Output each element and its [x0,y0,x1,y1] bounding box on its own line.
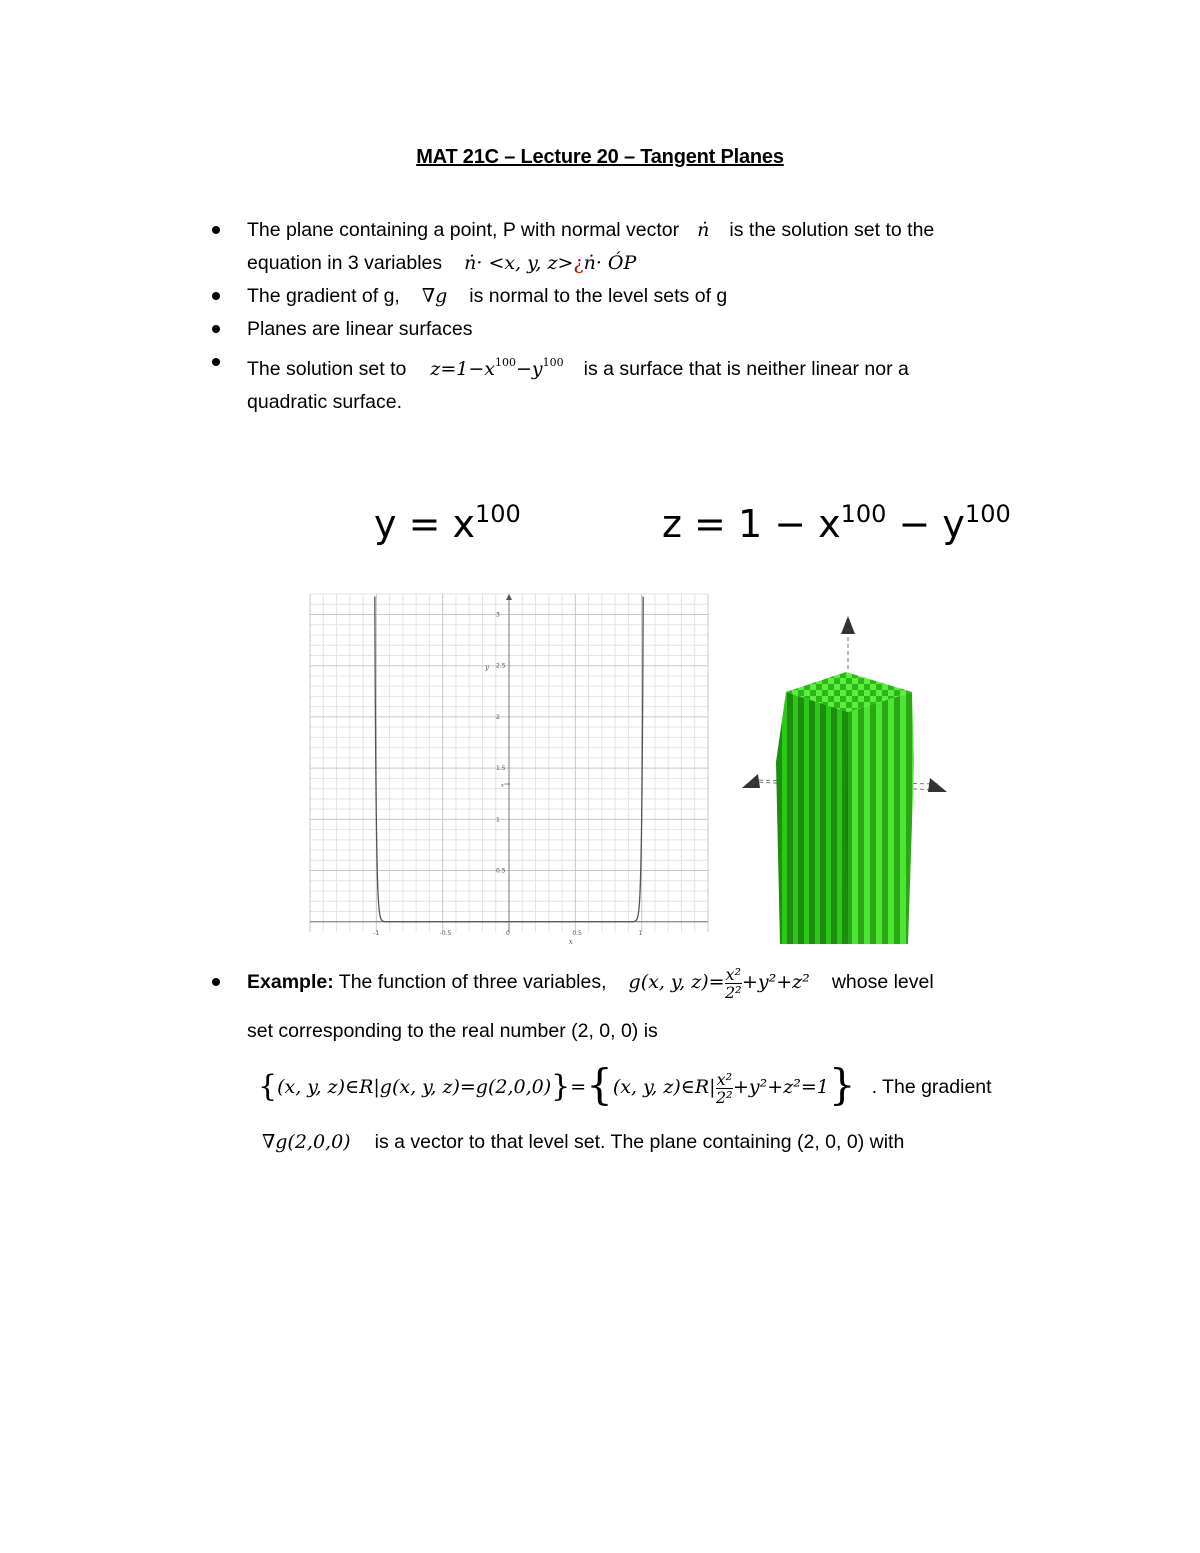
bullet1-text3: equation in 3 variables [247,252,443,274]
example-text3: set corresponding to the real number (2, 0, 0) is [247,1020,658,1042]
example-label: Example: [247,971,334,993]
example-text1: The function of three variables, [338,971,607,993]
right-figure-label: $z = 1 - x^{100} - y^{100}$ [662,500,1011,546]
bullet1-text2: is the solution set to the [729,219,935,241]
z-axis-arrow-icon [841,616,855,634]
gradient-at-point: ∇g(2,0,0) [262,1131,351,1153]
y-axis-label: y [485,663,489,672]
bullet-planes-linear [210,313,1040,346]
bullet-list [210,214,1040,419]
bullet3-text: Planes are linear surfaces [247,318,473,340]
bullet-solution-set [210,346,1040,419]
bullet4-text2: is a surface that is neither linear nor a [583,358,909,380]
x-tick-label: -0.5 [439,929,452,937]
left-figure-label: $y = x^{100}$ [374,500,521,546]
x-tick-label: -1 [373,929,380,937]
y-tick-label: 2.5 [496,662,506,670]
y-tick-label: 3 [496,611,500,619]
y-tick-label: 0.5 [496,867,506,875]
bullet2-text2: is normal to the level sets of g [469,285,728,307]
y-tick-label: 1.5 [496,765,506,773]
x-axis-label: x [568,937,573,946]
series-label: x¹⁰⁰ [501,782,510,789]
surface-plot-3d [738,612,958,944]
example-text2: whose level [831,971,934,993]
x-tick-label: 0.5 [572,929,582,937]
example-bullet [212,978,220,986]
bullet4-text3: quadratic surface. [247,391,403,413]
y-tick-label: 1 [496,816,500,824]
y-axis-arrow-icon [506,594,512,600]
bullet-plane-definition [210,214,1040,280]
bullet1-text1: The plane containing a point, P with normal vector [247,219,680,241]
bullet-gradient-normal [210,280,1040,313]
normal-vector-symbol: ṅ [697,219,710,241]
y-axis-arrow-icon [928,778,947,792]
page-title: MAT 21C – Lecture 20 – Tangent Planes [416,146,784,168]
bullet2-text1: The gradient of g, [247,285,400,307]
x-tick-label: 1 [638,929,643,937]
y-tick-label: 2 [496,713,500,721]
x-tick-label: 0 [506,929,510,937]
bullet4-text1: The solution set to [247,358,407,380]
graph-y-equals-x100 [310,594,708,946]
level-set-expression: {(x, y, z)∈R|g(x, y, z)=g(2,0,0)}={(x, y, z)∈R| $\frac{\text{x²}}{\text{2²}}$ +y²+z²=1} . The gradient [258,1060,992,1109]
gradient-symbol: ∇g [421,285,448,307]
surface-equation: $z=1-x^{100}-y^{100}$ [430,356,564,380]
surface-right-face [848,692,914,944]
example-text5: is a vector to that level set. The plane containing (2, 0, 0) with [374,1131,905,1153]
plane-equation: ṅ· <x, y, z>¿ṅ· ÓP [464,252,637,274]
g-function-def: g(x, y, z)= $\frac{\text{x²}}{\text{2²}}$ +y²+z² [628,964,810,1002]
example-text4: . The gradient [871,1076,992,1098]
x-axis-arrow-icon [742,774,760,788]
